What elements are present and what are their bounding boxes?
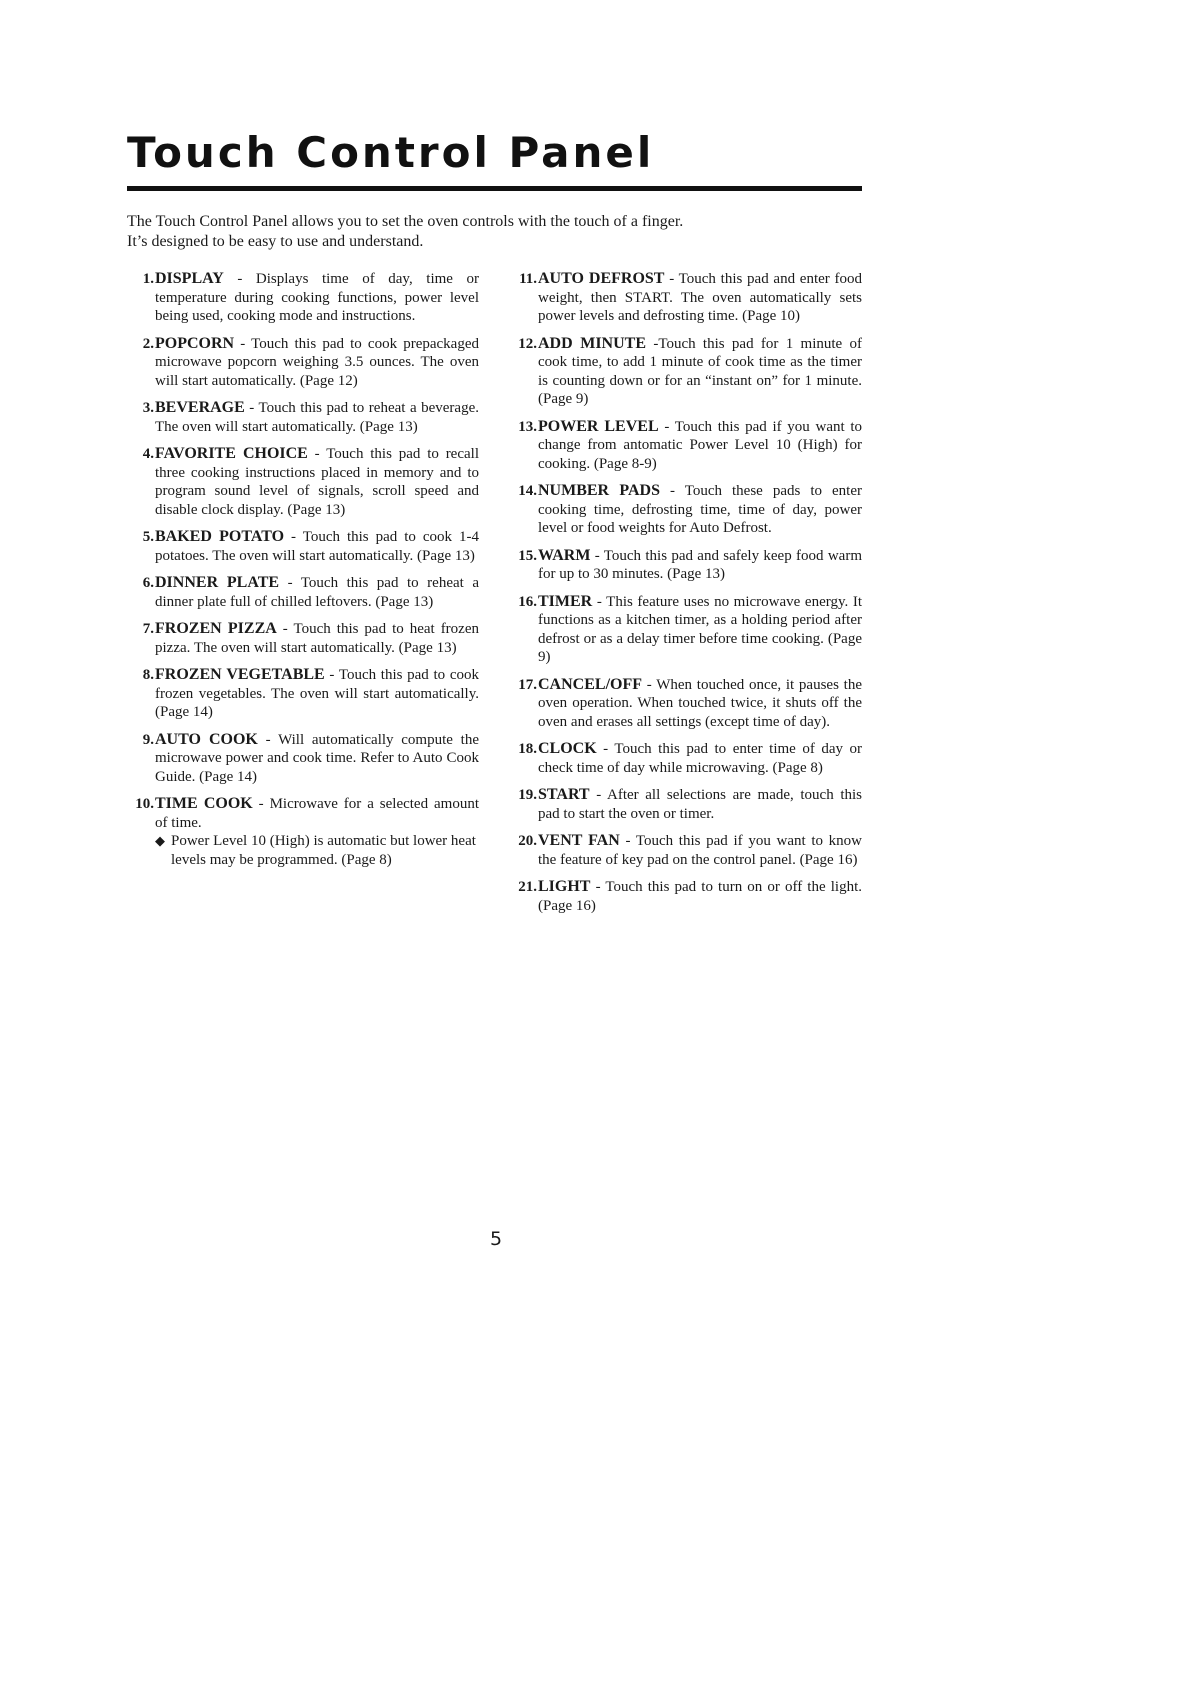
list-item-timer xyxy=(510,593,862,667)
list-item-add-minute xyxy=(510,335,862,409)
item-description: Displays time of day, time or temperature during cooking functions, power level being used, cooking mode and instructions. xyxy=(155,271,479,324)
item-description: Touch this pad to cook frozen vegetables. The oven will start automatically. (Page 14) xyxy=(155,667,479,720)
item-name: POWER LEVEL xyxy=(538,417,659,435)
item-separator: - xyxy=(664,271,679,287)
item-description: Touch this pad and enter food weight, then START. The oven automatically sets power levels and defrosting time. (Page 10) xyxy=(538,271,862,324)
item-number: 20. xyxy=(518,833,537,849)
item-description: Touch this pad to turn on or off the light. (Page 16) xyxy=(538,879,862,914)
item-separator: - xyxy=(284,529,303,545)
item-separator: - xyxy=(252,796,270,812)
list-item-favorite-choice xyxy=(127,445,479,519)
item-number: 12. xyxy=(518,335,537,352)
item-separator: - xyxy=(659,483,685,499)
bullet-note xyxy=(155,832,479,869)
intro-line: It’s designed to be easy to use and understand. xyxy=(127,233,424,250)
item-number: 7. xyxy=(142,621,154,637)
item-number: 17. xyxy=(518,676,537,693)
item-number: 11. xyxy=(519,271,537,287)
item-name: WARM xyxy=(538,546,591,564)
item-separator: - xyxy=(619,833,636,849)
item-number: 13. xyxy=(518,418,537,435)
list-item-cancel-off xyxy=(510,676,862,732)
page-number: 5 xyxy=(490,1228,503,1250)
item-separator: - xyxy=(589,787,607,803)
item-name: NUMBER PADS xyxy=(538,482,660,499)
item-description: Microwave for a selected amount of time. xyxy=(155,796,480,831)
item-separator: - xyxy=(244,400,259,416)
list-item-dinner-plate xyxy=(127,574,479,611)
item-description: Touch this pad to reheat a dinner plate full of chilled leftovers. (Page 13) xyxy=(155,575,479,610)
item-description: Touch this pad if you want to know the feature of key pad on the control panel. (Page 16) xyxy=(538,833,862,868)
item-description: Touch this pad to cook prepackaged microwave popcorn weighing 3.5 ounces. The oven will start automatically. (Page 12) xyxy=(155,335,479,389)
item-description: Touch this pad if you want to change from antomatic Power Level 10 (High) for cooking. (Page 8-9) xyxy=(538,418,863,472)
item-separator: - xyxy=(276,621,294,637)
item-description: Will automatically compute the microwave power and cook time. Refer to Auto Cook Guide. (Page 14) xyxy=(155,731,480,785)
item-name: FAVORITE CHOICE xyxy=(155,445,308,462)
item-name: DISPLAY xyxy=(155,270,224,287)
list-item-number-pads xyxy=(510,482,862,538)
item-description: Touch this pad to recall three cooking instructions placed in memory and to program sound level of signals, scroll speed and disable clock display. (Page 13) xyxy=(155,446,479,518)
item-name: VENT FAN xyxy=(538,832,620,849)
list-item-auto-defrost xyxy=(510,270,862,326)
item-separator: - xyxy=(592,593,607,610)
list-item-display xyxy=(127,270,479,326)
item-separator: - xyxy=(223,271,256,287)
list-item-frozen-pizza xyxy=(127,620,479,657)
item-separator: - xyxy=(646,335,659,352)
item-separator: - xyxy=(234,335,252,352)
item-name: BEVERAGE xyxy=(155,399,245,416)
item-number: 16. xyxy=(518,593,537,610)
item-number: 18. xyxy=(518,741,537,757)
item-separator: - xyxy=(590,879,606,895)
bullet-note-text: Power Level 10 (High) is automatic but lower heat levels may be programmed. (Page 8) xyxy=(171,833,476,868)
list-item-start xyxy=(510,786,862,823)
item-name: ADD MINUTE xyxy=(538,334,647,352)
list-item-beverage xyxy=(127,399,479,436)
list-item-frozen-vegetable xyxy=(127,666,479,722)
item-description: Touch these pads to enter cooking time, defrosting time, time of day, power level or food weights for Auto Defrost. xyxy=(538,483,862,536)
list-item-clock xyxy=(510,740,862,777)
item-separator: - xyxy=(324,667,339,683)
item-separator: - xyxy=(596,741,615,757)
right-column xyxy=(510,270,862,924)
list-item-warm xyxy=(510,547,862,584)
item-number: 10. xyxy=(135,796,154,812)
item-description: Touch this pad to cook 1-4 potatoes. The oven will start automatically. (Page 13) xyxy=(155,529,479,564)
item-separator: - xyxy=(307,446,327,462)
item-description: Touch this pad and safely keep food warm for up to 30 minutes. (Page 13) xyxy=(538,547,862,582)
item-name: AUTO DEFROST xyxy=(538,270,665,287)
item-name: BAKED POTATO xyxy=(155,528,285,545)
item-separator: - xyxy=(642,676,657,693)
item-separator: - xyxy=(590,547,604,564)
item-description: Touch this pad to heat frozen pizza. The oven will start automatically. (Page 13) xyxy=(155,621,479,656)
item-number: 15. xyxy=(518,547,537,564)
item-number: 1. xyxy=(142,271,154,287)
item-description: Touch this pad for 1 minute of cook time, to add 1 minute of cook time as the timer is counting down or for an “instant on” for 1 minute. (Page 9) xyxy=(538,335,863,407)
item-number: 21. xyxy=(518,879,537,895)
item-name: POPCORN xyxy=(155,334,235,352)
item-name: LIGHT xyxy=(538,878,591,895)
item-name: FROZEN PIZZA xyxy=(155,620,277,637)
item-number: 2. xyxy=(142,335,154,352)
item-name: CLOCK xyxy=(538,740,597,757)
item-separator: - xyxy=(658,418,675,435)
item-description: This feature uses no microwave energy. It functions as a kitchen timer, as a holding period after defrost or as a delay timer before time cooking. (Page 9) xyxy=(538,593,862,665)
item-number: 8. xyxy=(142,667,154,683)
item-name: FROZEN VEGETABLE xyxy=(155,666,325,683)
item-name: CANCEL/OFF xyxy=(538,675,642,693)
intro-line: The Touch Control Panel allows you to set the oven controls with the touch of a finger. xyxy=(127,213,684,230)
item-name: TIMER xyxy=(538,592,593,610)
list-item-auto-cook xyxy=(127,731,479,787)
diamond-bullet-icon: ◆ xyxy=(155,833,165,848)
list-item-baked-potato xyxy=(127,528,479,565)
item-description: After all selections are made, touch this pad to start the oven or timer. xyxy=(538,787,862,822)
item-number: 6. xyxy=(142,575,154,591)
item-separator: - xyxy=(257,731,279,748)
item-number: 3. xyxy=(142,400,154,416)
item-description: When touched once, it pauses the oven operation. When touched twice, it shuts off the oven and erases all settings (except time of day). xyxy=(538,676,862,730)
item-separator: - xyxy=(279,575,301,591)
item-number: 9. xyxy=(142,731,154,748)
list-item-vent-fan xyxy=(510,832,862,869)
list-item-light xyxy=(510,878,862,915)
item-name: START xyxy=(538,786,590,803)
left-column xyxy=(127,270,479,878)
intro-paragraph xyxy=(127,212,867,252)
list-item-time-cook xyxy=(127,795,479,869)
item-name: DINNER PLATE xyxy=(155,574,280,591)
item-name: TIME COOK xyxy=(155,795,253,812)
item-number: 5. xyxy=(142,529,154,545)
title-rule xyxy=(127,186,862,191)
item-description: Touch this pad to enter time of day or check time of day while microwaving. (Page 8) xyxy=(538,741,862,776)
list-item-power-level xyxy=(510,418,862,474)
page-title: Touch Control Panel xyxy=(127,128,655,177)
item-description: Touch this pad to reheat a beverage. The oven will start automatically. (Page 13) xyxy=(155,400,479,435)
item-name: AUTO COOK xyxy=(155,730,258,748)
list-item-popcorn xyxy=(127,335,479,391)
item-number: 4. xyxy=(142,446,154,462)
item-number: 19. xyxy=(518,787,537,803)
item-number: 14. xyxy=(518,483,537,499)
